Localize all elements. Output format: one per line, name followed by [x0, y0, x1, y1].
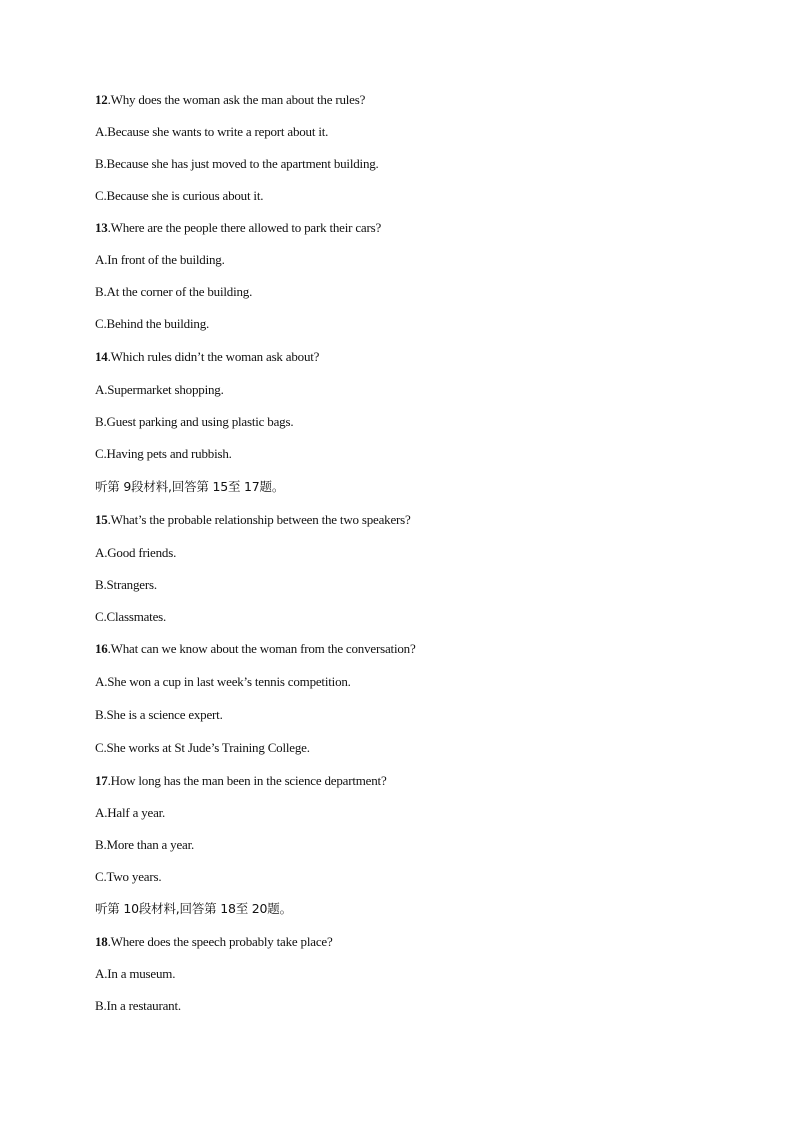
question-14 — [95, 349, 735, 365]
option-13-c: C.Behind the building. — [95, 316, 210, 331]
document-page — [95, 92, 735, 1030]
option-18-a: A.In a museum. — [95, 966, 176, 981]
question-text: .Why does the woman ask the man about the rules? — [107, 92, 366, 107]
question-number: 18 — [95, 934, 108, 949]
option-17-a: A.Half a year. — [95, 805, 166, 820]
option-18-b: B.In a restaurant. — [95, 998, 181, 1013]
question-16 — [95, 641, 735, 657]
option-17-c: C.Two years. — [95, 869, 162, 884]
question-number: 17 — [95, 773, 108, 788]
option-16-a: A.She won a cup in last week’s tennis competition. — [95, 674, 351, 689]
option-16-c: C.She works at St Jude’s Training College. — [95, 740, 310, 755]
option-16-b: B.She is a science expert. — [95, 707, 223, 722]
question-text: .Which rules didn’t the woman ask about? — [107, 349, 320, 364]
option-15-c: C.Classmates. — [95, 609, 167, 624]
option-14-a: A.Supermarket shopping. — [95, 382, 224, 397]
question-number: 13 — [95, 220, 108, 235]
question-text: .How long has the man been in the science department? — [107, 773, 387, 788]
option-12-b: B.Because she has just moved to the apartment building. — [95, 156, 379, 171]
question-text: .Where does the speech probably take place? — [107, 934, 333, 949]
question-12 — [95, 92, 735, 108]
question-15 — [95, 512, 735, 528]
option-13-a: A.In front of the building. — [95, 252, 225, 267]
option-12-c: C.Because she is curious about it. — [95, 188, 264, 203]
option-15-a: A.Good friends. — [95, 545, 177, 560]
option-14-c: C.Having pets and rubbish. — [95, 446, 232, 461]
option-14-b: B.Guest parking and using plastic bags. — [95, 414, 294, 429]
question-text: .What can we know about the woman from the conversation? — [107, 641, 416, 656]
question-18 — [95, 934, 735, 950]
question-13 — [95, 220, 735, 236]
question-number: 12 — [95, 92, 108, 107]
option-17-b: B.More than a year. — [95, 837, 195, 852]
section-heading-9: 听第 9段材料,回答第 15至 17题。 — [95, 479, 285, 494]
question-number: 16 — [95, 641, 108, 656]
question-number: 14 — [95, 349, 108, 364]
question-text: .What’s the probable relationship between the two speakers? — [107, 512, 411, 527]
option-12-a: A.Because she wants to write a report about it. — [95, 124, 329, 139]
option-15-b: B.Strangers. — [95, 577, 157, 592]
question-number: 15 — [95, 512, 108, 527]
option-13-b: B.At the corner of the building. — [95, 284, 253, 299]
section-heading-10: 听第 10段材料,回答第 18至 20题。 — [95, 901, 292, 916]
question-17 — [95, 773, 735, 789]
question-text: .Where are the people there allowed to park their cars? — [107, 220, 382, 235]
